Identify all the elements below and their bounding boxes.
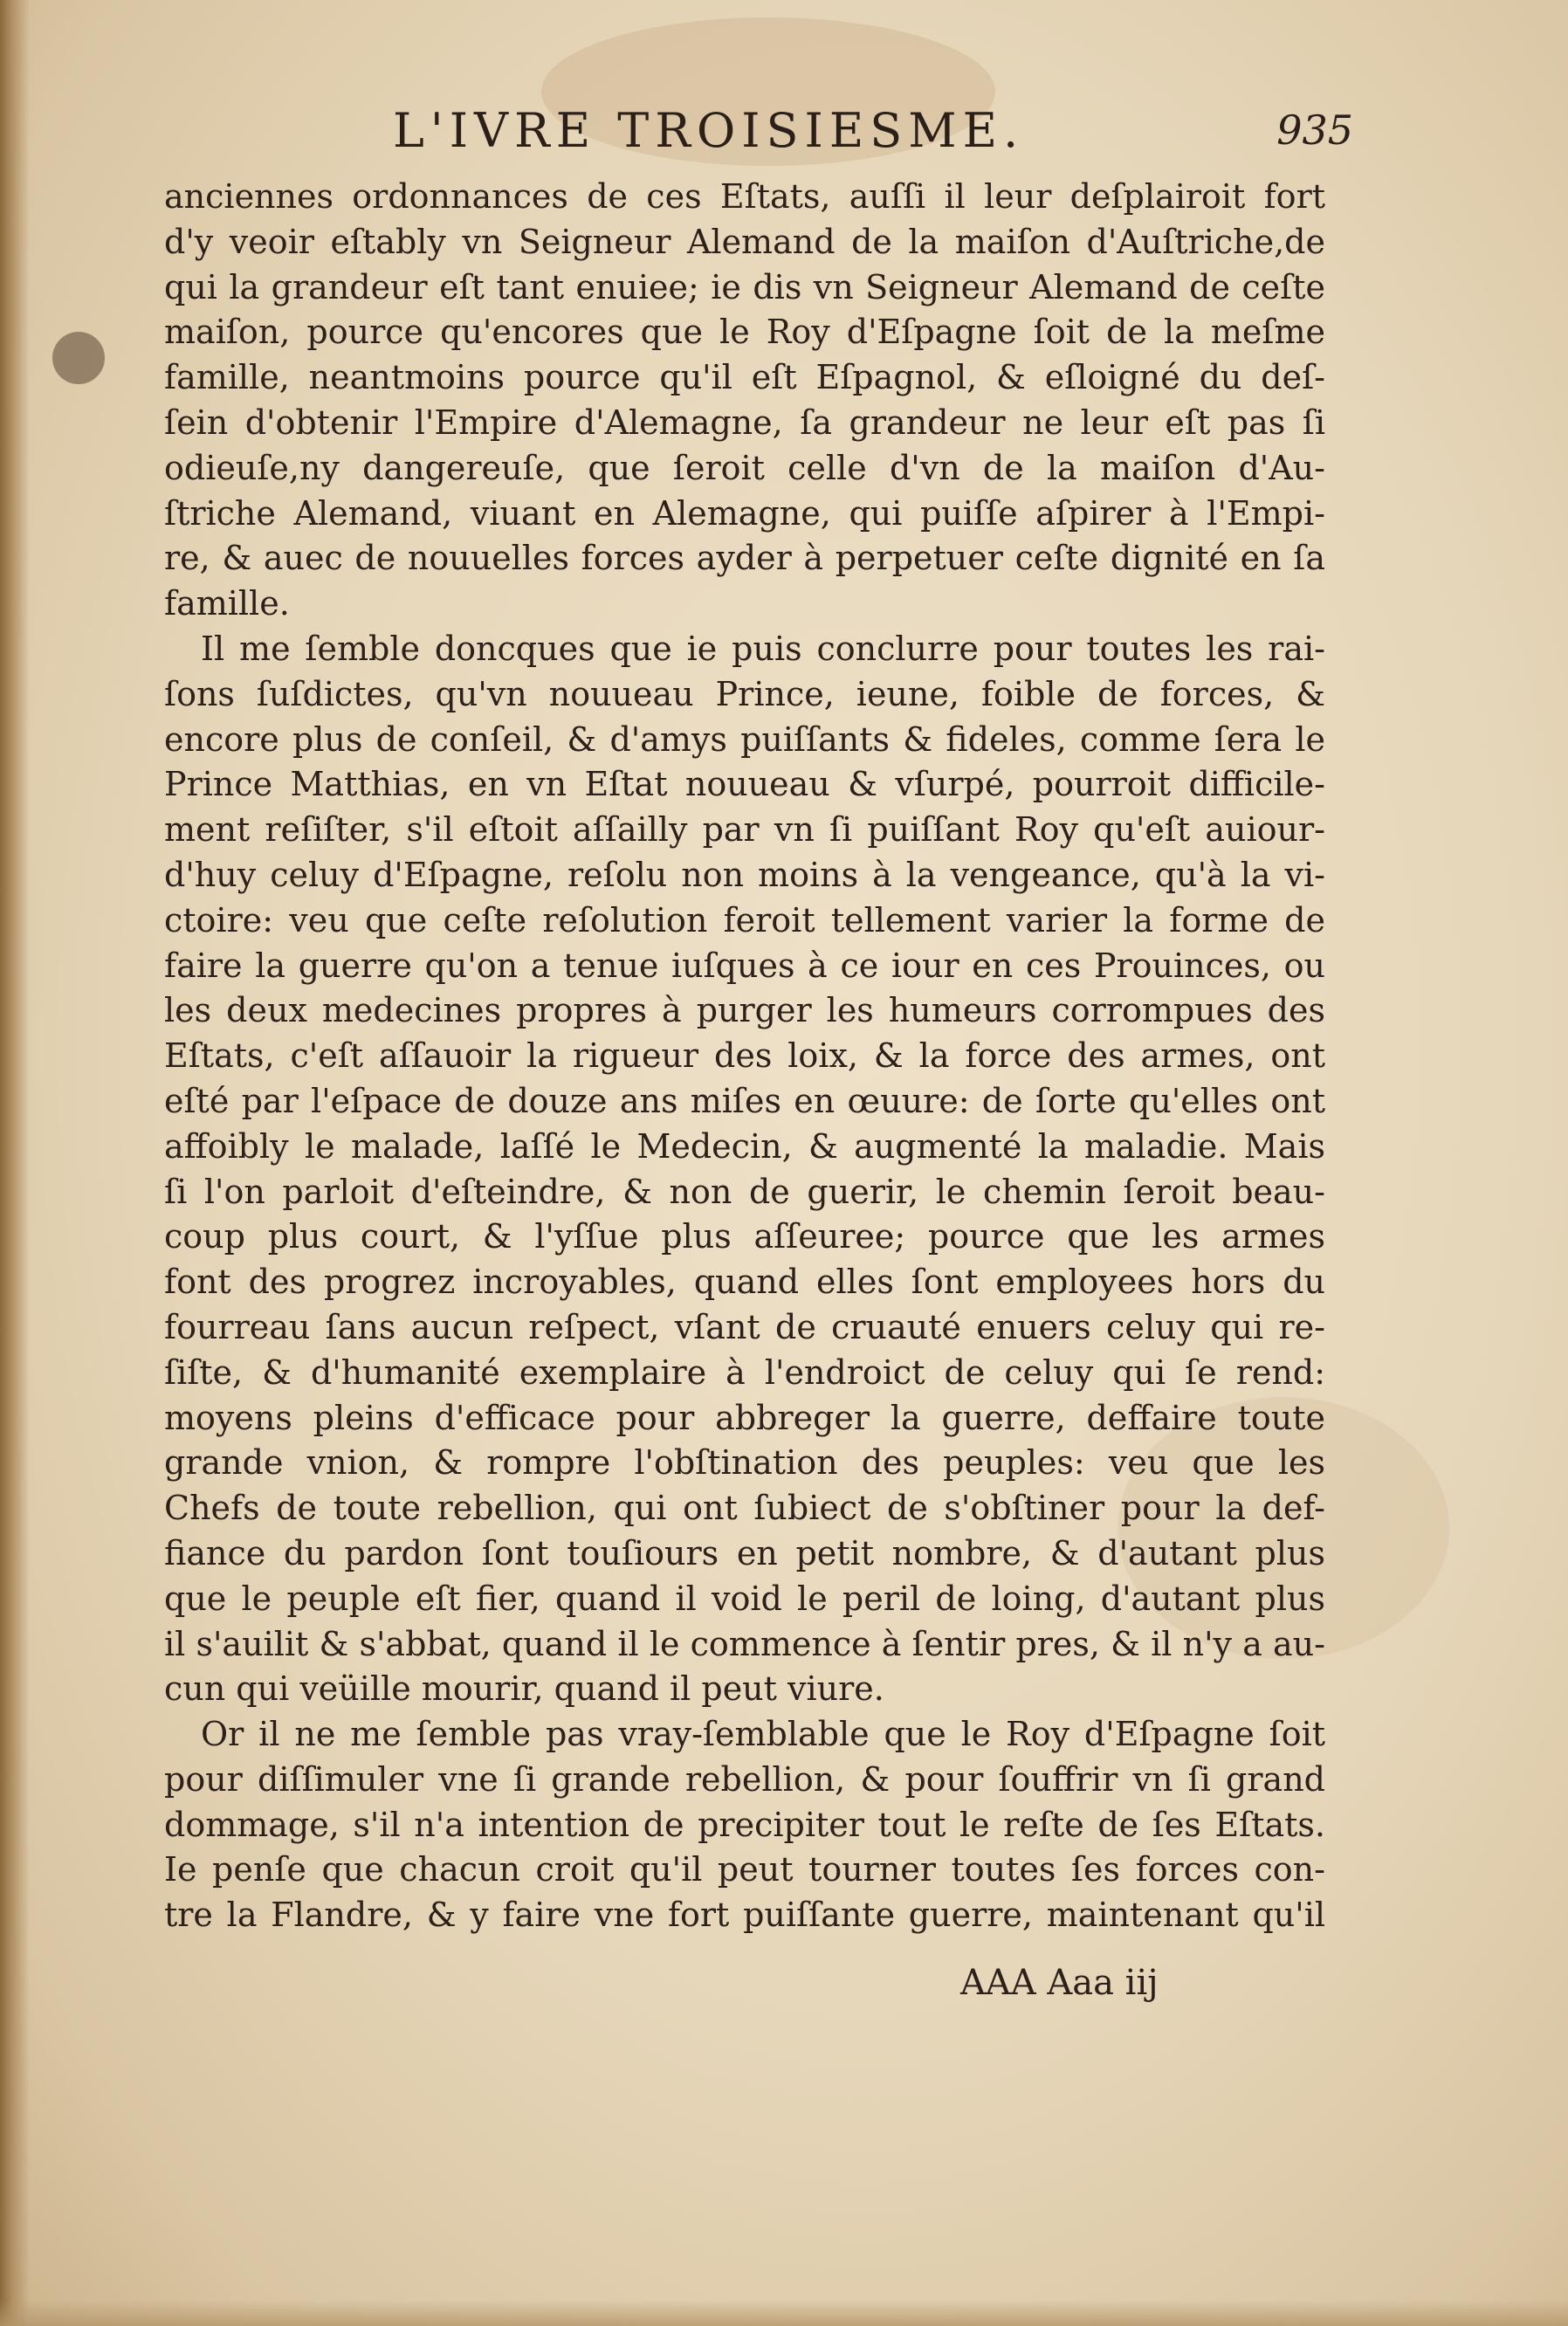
text-line: grande vnion, & rompre l'obſtination des peuples: veu que les — [164, 1443, 1325, 1483]
text-line: dommage, s'il n'a intention de precipiter tout le reſte de ſes Eſtats. — [164, 1805, 1325, 1844]
text-line: moyens pleins d'efficace pour abbreger la guerre, deffaire toute — [164, 1398, 1325, 1437]
text-line: il s'auilit & s'abbat, quand il le commence à ſentir pres, & il n'y a au- — [164, 1624, 1325, 1663]
page-bottom-edge — [0, 2300, 1568, 2326]
text-line: les deux medecines propres à purger les humeurs corrompues des — [164, 991, 1325, 1030]
text-line: encore plus de conſeil, & d'amys puiſſants & fideles, comme ſera le — [164, 719, 1325, 759]
text-line: faire la guerre qu'on a tenue iuſques à ce iour en ces Prouinces, ou — [164, 946, 1325, 985]
text-line: ſein d'obtenir l'Empire d'Alemagne, ſa grandeur ne leur eſt pas ſi — [164, 403, 1325, 442]
text-line: famille, neantmoins pource qu'il eſt Eſpagnol, & eſloigné du deſ- — [164, 358, 1325, 397]
text-line: ſtriche Alemand, viuant en Alemagne, qui puiſſe aſpirer à l'Empi- — [164, 493, 1325, 533]
paragraph-start-line: Or il ne me ſemble pas vray-ſemblable que le Roy d'Eſpagne ſoit — [201, 1715, 1325, 1754]
binding-shadow — [0, 0, 30, 2326]
text-line: ctoire: veu que ceſte reſolution feroit tellement varier la forme de — [164, 900, 1325, 939]
text-line: qui la grandeur eſt tant enuiee; ie dis vn Seigneur Alemand de ceſte — [164, 267, 1325, 306]
text-line: odieuſe,ny dangereuſe, que ſeroit celle d'vn de la maiſon d'Au- — [164, 448, 1325, 487]
text-line: famille. — [164, 584, 290, 623]
text-line: tre la Flandre, & y faire vne fort puiſſante guerre, maintenant qu'il — [164, 1896, 1325, 1935]
text-line: d'huy celuy d'Eſpagne, reſolu non moins à la vengeance, qu'à la vi- — [164, 855, 1325, 894]
text-line: ment reſiſter, s'il eſtoit aſſailly par vn ſi puiſſant Roy qu'eſt auiour- — [164, 810, 1325, 850]
paragraph-start-line: Il me ſemble doncques que ie puis conclurre pour toutes les rai- — [201, 629, 1325, 668]
text-line: font des progrez incroyables, quand elles ſont employees hors du — [164, 1263, 1325, 1302]
body-text — [164, 175, 1325, 1938]
text-line: fourreau ſans aucun reſpect, vſant de cruauté enuers celuy qui re- — [164, 1307, 1325, 1346]
text-line: que le peuple eſt fier, quand il void le peril de loing, d'autant plus — [164, 1579, 1325, 1618]
text-line: maiſon, pource qu'encores que le Roy d'Eſpagne ſoit de la meſme — [164, 313, 1325, 352]
text-line: Prince Matthias, en vn Eſtat nouueau & vſurpé, pourroit difficile- — [164, 765, 1325, 804]
text-line: d'y veoir eſtably vn Seigneur Alemand de la maiſon d'Auſtriche,de — [164, 222, 1325, 261]
text-line: coup plus court, & l'yſſue plus aſſeuree; pource que les armes — [164, 1217, 1325, 1256]
text-line: Ie penſe que chacun croit qu'il peut tourner toutes ſes forces con- — [164, 1850, 1325, 1889]
running-head-title: L'IVRE TROISIESME. — [393, 103, 1025, 158]
text-line: ſons ſuſdictes, qu'vn nouueau Prince, ieune, foible de forces, & — [164, 674, 1325, 713]
text-line: fiance du pardon ſont touſiours en petit nombre, & d'autant plus — [164, 1533, 1325, 1572]
text-line: re, & auec de nouuelles forces ayder à perpetuer ceſte dignité en ſa — [164, 539, 1325, 578]
text-line: ſi l'on parloit d'eſteindre, & non de guerir, le chemin ſeroit beau- — [164, 1172, 1325, 1211]
text-line: Chefs de toute rebellion, qui ont ſubiect de s'obſtiner pour la def- — [164, 1489, 1325, 1528]
text-line: eſté par l'eſpace de douze ans miſes en œuure: de ſorte qu'elles ont — [164, 1081, 1325, 1120]
text-line: pour diſſimuler vne ſi grande rebellion, & pour ſouffrir vn ſi grand — [164, 1759, 1325, 1799]
text-line: ſiſte, & d'humanité exemplaire à l'endroict de celuy qui ſe rend: — [164, 1352, 1325, 1392]
text-line: Eſtats, c'eſt aſſauoir la rigueur des loix, & la force des armes, ont — [164, 1036, 1325, 1076]
text-line: anciennes ordonnances de ces Eſtats, auſſi il leur deſplairoit fort — [164, 177, 1325, 216]
running-head — [393, 103, 1353, 173]
paper-stain — [52, 332, 105, 384]
signature-mark: AAA Aaa iij — [960, 1963, 1159, 2003]
page-number: 935 — [1276, 107, 1353, 154]
text-line: affoibly le malade, laſſé le Medecin, & augmenté la maladie. Mais — [164, 1126, 1325, 1166]
text-line: cun qui veüille mourir, quand il peut viure. — [164, 1669, 884, 1709]
